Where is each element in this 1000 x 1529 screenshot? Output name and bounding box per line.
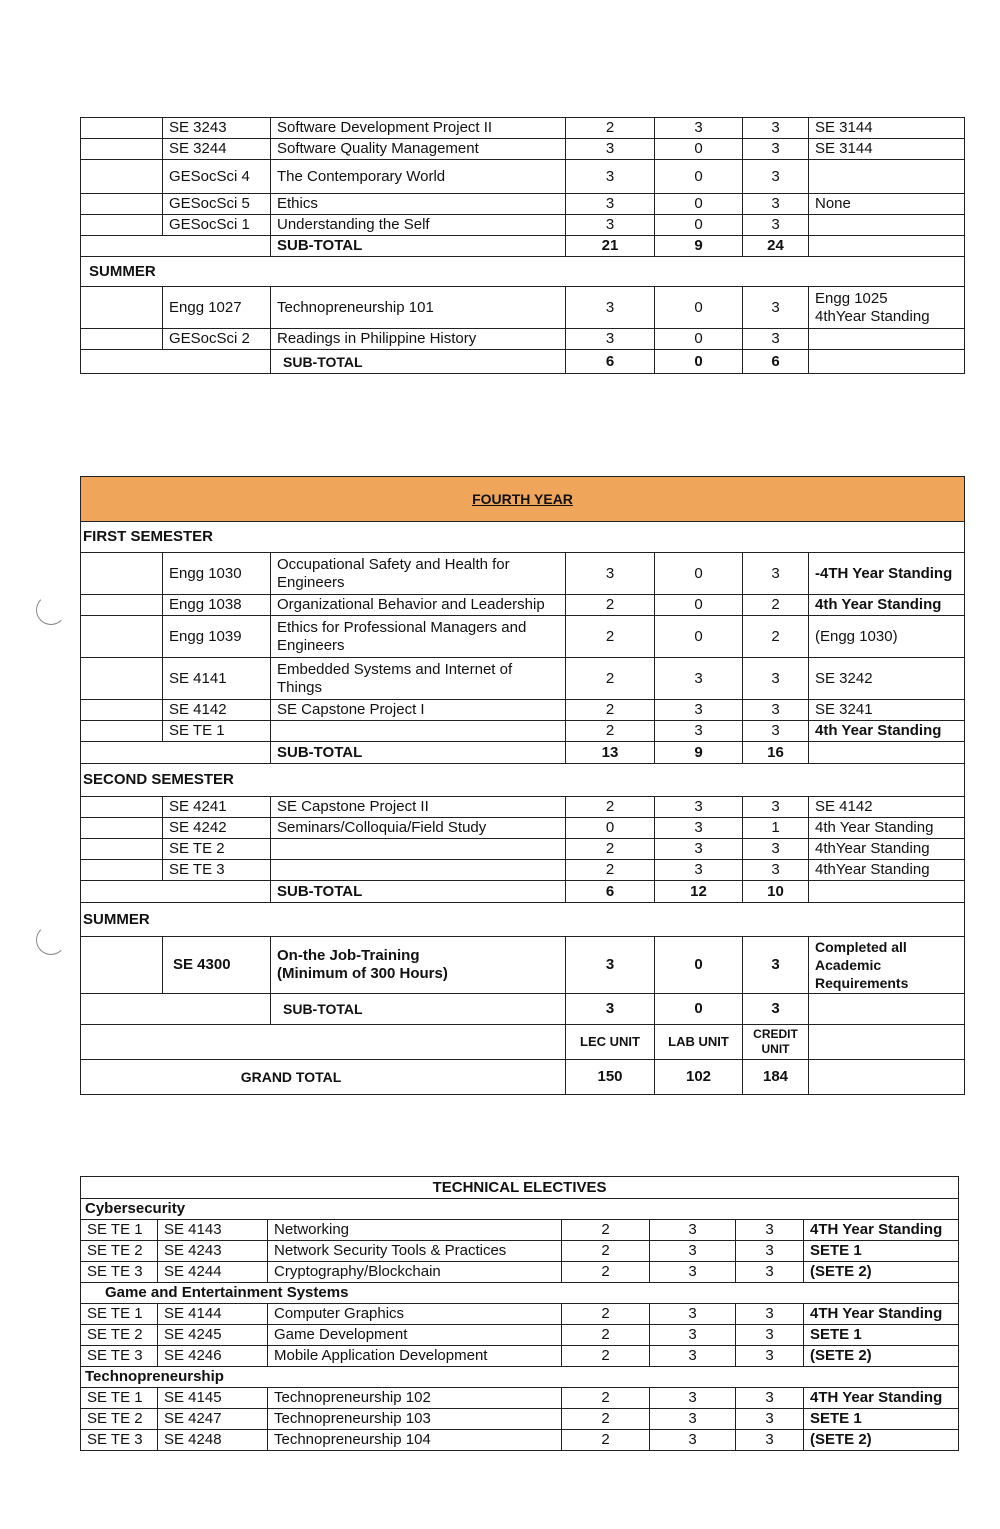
course-code: SE 4243 <box>158 1241 268 1262</box>
lec-unit: 3 <box>566 553 655 595</box>
table-row <box>81 553 965 595</box>
table-row <box>81 139 965 160</box>
lab-unit: 0 <box>655 329 743 350</box>
course-title <box>271 860 566 881</box>
table-row <box>81 721 965 742</box>
term-header-row <box>81 764 965 797</box>
course-title: Mobile Application Development <box>268 1346 562 1367</box>
lec-unit: 2 <box>562 1388 650 1409</box>
subtotal-row <box>81 350 965 374</box>
course-title: Technopreneurship 101 <box>271 287 566 329</box>
course-title: Embedded Systems and Internet of Things <box>271 658 566 700</box>
course-code: SE 4248 <box>158 1430 268 1451</box>
credit-unit: 3 <box>743 700 809 721</box>
table-row <box>81 329 965 350</box>
prerequisite: 4thYear Standing <box>809 839 965 860</box>
prerequisite-line: Completed all <box>815 939 907 955</box>
elective-group-name: Game and Entertainment Systems <box>81 1283 959 1304</box>
lab-unit: 3 <box>655 797 743 818</box>
course-code: SE 4145 <box>158 1388 268 1409</box>
course-title: Readings in Philippine History <box>271 329 566 350</box>
credit-unit: 3 <box>743 797 809 818</box>
lec-unit: 2 <box>566 118 655 139</box>
subtotal-credit: 16 <box>743 742 809 764</box>
elective-slot: SE TE 1 <box>81 1220 158 1241</box>
credit-unit-header <box>743 1025 809 1060</box>
course-code: Engg 1039 <box>163 616 271 658</box>
course-code: SE 4246 <box>158 1346 268 1367</box>
lec-unit: 3 <box>566 215 655 236</box>
credit-unit: 3 <box>736 1304 804 1325</box>
elective-slot: SE TE 3 <box>81 1346 158 1367</box>
electives-header: TECHNICAL ELECTIVES <box>81 1177 959 1199</box>
prerequisite: (SETE 2) <box>804 1430 959 1451</box>
subtotal-credit: 24 <box>743 236 809 257</box>
table-row <box>81 658 965 700</box>
lab-unit: 0 <box>655 553 743 595</box>
subtotal-row <box>81 236 965 257</box>
table-row <box>81 1430 959 1451</box>
subtotal-lab: 0 <box>655 350 743 374</box>
prerequisite-line: Engg 1025 <box>815 289 888 307</box>
first-semester-label: FIRST SEMESTER <box>81 522 965 553</box>
lab-unit: 3 <box>650 1325 736 1346</box>
subtotal-label: SUB-TOTAL <box>271 881 566 903</box>
credit-unit: 3 <box>743 937 809 994</box>
prerequisite <box>809 215 965 236</box>
credit-unit: 3 <box>736 1409 804 1430</box>
lec-unit: 2 <box>566 839 655 860</box>
lab-unit: 0 <box>655 215 743 236</box>
lec-unit: 2 <box>562 1430 650 1451</box>
course-code: SE 4245 <box>158 1325 268 1346</box>
prerequisite <box>809 160 965 194</box>
term-header-row <box>81 522 965 553</box>
table-row <box>81 700 965 721</box>
table-row <box>81 160 965 194</box>
table-row <box>81 1262 959 1283</box>
grand-total-row <box>81 1060 965 1095</box>
grand-total-credit: 184 <box>743 1060 809 1095</box>
elective-slot: SE TE 2 <box>81 1325 158 1346</box>
credit-header-line: UNIT <box>761 1042 790 1056</box>
table-row <box>81 287 965 329</box>
course-title: Ethics <box>271 194 566 215</box>
table-row <box>81 595 965 616</box>
lab-unit: 3 <box>655 839 743 860</box>
lab-unit: 3 <box>650 1241 736 1262</box>
course-title: Organizational Behavior and Leadership <box>271 595 566 616</box>
prerequisite <box>809 937 965 994</box>
lec-unit: 2 <box>566 658 655 700</box>
course-title: Understanding the Self <box>271 215 566 236</box>
table-row <box>81 1325 959 1346</box>
course-code: SE 4242 <box>163 818 271 839</box>
credit-unit: 3 <box>743 287 809 329</box>
credit-unit: 3 <box>743 721 809 742</box>
subtotal-row <box>81 881 965 903</box>
course-title: Software Quality Management <box>271 139 566 160</box>
table-row <box>81 1346 959 1367</box>
course-code: SE TE 3 <box>163 860 271 881</box>
subtotal-label: SUB-TOTAL <box>271 236 566 257</box>
prerequisite: 4th Year Standing <box>809 595 965 616</box>
table-row <box>81 616 965 658</box>
lec-unit: 0 <box>566 818 655 839</box>
lec-unit: 3 <box>566 160 655 194</box>
subtotal-row <box>81 742 965 764</box>
prerequisite: None <box>809 194 965 215</box>
subtotal-credit: 6 <box>743 350 809 374</box>
lab-unit-header: LAB UNIT <box>655 1025 743 1060</box>
credit-unit: 3 <box>736 1241 804 1262</box>
lab-unit: 3 <box>655 860 743 881</box>
credit-unit: 3 <box>736 1430 804 1451</box>
elective-slot: SE TE 2 <box>81 1241 158 1262</box>
grand-total-label: GRAND TOTAL <box>81 1060 566 1095</box>
credit-unit: 3 <box>736 1262 804 1283</box>
course-title: Cryptography/Blockchain <box>268 1262 562 1283</box>
course-title <box>271 839 566 860</box>
lab-unit: 0 <box>655 160 743 194</box>
lab-unit: 3 <box>650 1388 736 1409</box>
course-code: SE 3244 <box>163 139 271 160</box>
prerequisite-line: 4thYear Standing <box>815 307 930 325</box>
subtotal-credit: 3 <box>743 994 809 1025</box>
credit-unit: 1 <box>743 818 809 839</box>
binder-hole-mark <box>36 595 66 625</box>
lab-unit: 0 <box>655 937 743 994</box>
prerequisite: SE 3144 <box>809 139 965 160</box>
course-title: SE Capstone Project I <box>271 700 566 721</box>
table-row <box>81 818 965 839</box>
course-title: Computer Graphics <box>268 1304 562 1325</box>
prerequisite-line: Academic <box>815 957 882 973</box>
prerequisite: SETE 1 <box>804 1325 959 1346</box>
credit-unit: 3 <box>743 139 809 160</box>
lec-unit: 2 <box>562 1325 650 1346</box>
prerequisite: 4th Year Standing <box>809 721 965 742</box>
lec-unit: 2 <box>562 1220 650 1241</box>
course-code: SE 4241 <box>163 797 271 818</box>
year-header-row <box>81 477 965 522</box>
lec-unit: 3 <box>566 287 655 329</box>
prerequisite: 4thYear Standing <box>809 860 965 881</box>
credit-unit: 3 <box>743 329 809 350</box>
table-row <box>81 1388 959 1409</box>
lab-unit: 3 <box>650 1409 736 1430</box>
course-code: GESocSci 2 <box>163 329 271 350</box>
lec-unit: 2 <box>562 1346 650 1367</box>
grand-total-lab: 102 <box>655 1060 743 1095</box>
elective-slot: SE TE 3 <box>81 1262 158 1283</box>
lab-unit: 3 <box>655 118 743 139</box>
term-header-row <box>81 257 965 287</box>
table-row <box>81 860 965 881</box>
subtotal-lec: 21 <box>566 236 655 257</box>
table-row <box>81 937 965 994</box>
lab-unit: 3 <box>655 721 743 742</box>
electives-header-row <box>81 1177 959 1199</box>
lec-unit: 2 <box>566 797 655 818</box>
credit-unit: 3 <box>736 1346 804 1367</box>
credit-unit: 3 <box>736 1220 804 1241</box>
prerequisite: SE 3144 <box>809 118 965 139</box>
course-code: SE TE 2 <box>163 839 271 860</box>
course-code: GESocSci 5 <box>163 194 271 215</box>
lab-unit: 3 <box>655 700 743 721</box>
lec-unit: 2 <box>566 595 655 616</box>
lab-unit: 0 <box>655 194 743 215</box>
prerequisite-line: Requirements <box>815 975 909 991</box>
course-title: Network Security Tools & Practices <box>268 1241 562 1262</box>
course-title: Game Development <box>268 1325 562 1346</box>
subtotal-lab: 12 <box>655 881 743 903</box>
lec-unit: 2 <box>566 700 655 721</box>
third-year-second-semester-table <box>80 117 965 374</box>
lec-unit: 3 <box>566 194 655 215</box>
elective-group-name: Technopreneurship <box>81 1367 959 1388</box>
lec-unit: 3 <box>566 937 655 994</box>
course-title: Networking <box>268 1220 562 1241</box>
elective-group-row <box>81 1367 959 1388</box>
second-semester-label: SECOND SEMESTER <box>81 764 965 797</box>
course-code: SE 4247 <box>158 1409 268 1430</box>
course-title: The Contemporary World <box>271 160 566 194</box>
elective-slot: SE TE 2 <box>81 1409 158 1430</box>
course-title: Technopreneurship 103 <box>268 1409 562 1430</box>
course-code: Engg 1038 <box>163 595 271 616</box>
subtotal-lec: 6 <box>566 350 655 374</box>
lab-unit: 3 <box>650 1430 736 1451</box>
prerequisite <box>809 329 965 350</box>
course-code: SE 4141 <box>163 658 271 700</box>
course-code: SE 4244 <box>158 1262 268 1283</box>
course-title: Seminars/Colloquia/Field Study <box>271 818 566 839</box>
subtotal-label: SUB-TOTAL <box>271 994 566 1025</box>
elective-group-row <box>81 1283 959 1304</box>
credit-unit: 3 <box>743 553 809 595</box>
table-row <box>81 797 965 818</box>
course-title: Occupational Safety and Health for Engineers <box>271 553 566 595</box>
credit-header-line: CREDIT <box>753 1027 798 1041</box>
course-code: SE 4300 <box>163 937 271 994</box>
credit-unit: 3 <box>743 194 809 215</box>
table-row <box>81 215 965 236</box>
term-header-row <box>81 903 965 937</box>
lab-unit: 0 <box>655 595 743 616</box>
lec-unit: 2 <box>562 1262 650 1283</box>
subtotal-label: SUB-TOTAL <box>271 350 566 374</box>
lab-unit: 3 <box>655 818 743 839</box>
credit-unit: 2 <box>743 595 809 616</box>
elective-slot: SE TE 3 <box>81 1430 158 1451</box>
lab-unit: 3 <box>650 1304 736 1325</box>
grand-total-lec: 150 <box>566 1060 655 1095</box>
course-code: SE 4144 <box>158 1304 268 1325</box>
lec-unit-header: LEC UNIT <box>566 1025 655 1060</box>
prerequisite: SETE 1 <box>804 1409 959 1430</box>
elective-group-row <box>81 1199 959 1220</box>
course-title: Software Development Project II <box>271 118 566 139</box>
course-code: SE 4143 <box>158 1220 268 1241</box>
credit-unit: 3 <box>736 1388 804 1409</box>
course-title: Technopreneurship 104 <box>268 1430 562 1451</box>
credit-unit: 3 <box>736 1325 804 1346</box>
course-title-line: (Minimum of 300 Hours) <box>277 965 448 982</box>
lec-unit: 3 <box>566 139 655 160</box>
credit-unit: 3 <box>743 839 809 860</box>
credit-unit: 3 <box>743 215 809 236</box>
course-code: GESocSci 4 <box>163 160 271 194</box>
prerequisite: -4TH Year Standing <box>809 553 965 595</box>
prerequisite: 4TH Year Standing <box>804 1388 959 1409</box>
course-title <box>271 937 566 994</box>
unit-header-row <box>81 1025 965 1060</box>
subtotal-lec: 3 <box>566 994 655 1025</box>
prerequisite: (Engg 1030) <box>809 616 965 658</box>
course-code: GESocSci 1 <box>163 215 271 236</box>
credit-unit: 3 <box>743 160 809 194</box>
year-header: FOURTH YEAR <box>81 477 965 522</box>
prerequisite: SE 3241 <box>809 700 965 721</box>
course-title: Technopreneurship 102 <box>268 1388 562 1409</box>
prerequisite: SE 4142 <box>809 797 965 818</box>
subtotal-credit: 10 <box>743 881 809 903</box>
elective-slot: SE TE 1 <box>81 1304 158 1325</box>
prerequisite: 4TH Year Standing <box>804 1304 959 1325</box>
lab-unit: 3 <box>650 1220 736 1241</box>
course-code: SE 3243 <box>163 118 271 139</box>
lec-unit: 2 <box>566 616 655 658</box>
prerequisite: 4TH Year Standing <box>804 1220 959 1241</box>
course-title-line: On-the Job-Training <box>277 947 420 964</box>
lec-unit: 2 <box>562 1304 650 1325</box>
binder-hole-mark <box>36 925 66 955</box>
lab-unit: 3 <box>650 1262 736 1283</box>
table-row <box>81 118 965 139</box>
lec-unit: 3 <box>566 329 655 350</box>
lec-unit: 2 <box>566 721 655 742</box>
elective-slot: SE TE 1 <box>81 1388 158 1409</box>
course-title: SE Capstone Project II <box>271 797 566 818</box>
subtotal-lec: 6 <box>566 881 655 903</box>
technical-electives-table <box>80 1176 959 1451</box>
credit-unit: 2 <box>743 616 809 658</box>
table-row <box>81 1220 959 1241</box>
table-row <box>81 1241 959 1262</box>
table-row <box>81 1409 959 1430</box>
credit-unit: 3 <box>743 860 809 881</box>
summer-label: SUMMER <box>81 903 965 937</box>
lab-unit: 0 <box>655 616 743 658</box>
table-row <box>81 194 965 215</box>
lec-unit: 2 <box>562 1409 650 1430</box>
prerequisite: 4th Year Standing <box>809 818 965 839</box>
prerequisite: SE 3242 <box>809 658 965 700</box>
lec-unit: 2 <box>562 1241 650 1262</box>
prerequisite <box>809 287 965 329</box>
course-code: Engg 1027 <box>163 287 271 329</box>
subtotal-label: SUB-TOTAL <box>271 742 566 764</box>
prerequisite: SETE 1 <box>804 1241 959 1262</box>
subtotal-lab: 9 <box>655 236 743 257</box>
credit-unit: 3 <box>743 658 809 700</box>
table-row <box>81 1304 959 1325</box>
subtotal-lab: 0 <box>655 994 743 1025</box>
prerequisite: (SETE 2) <box>804 1262 959 1283</box>
course-title <box>271 721 566 742</box>
subtotal-lec: 13 <box>566 742 655 764</box>
elective-group-name: Cybersecurity <box>81 1199 959 1220</box>
lab-unit: 3 <box>655 658 743 700</box>
prerequisite: (SETE 2) <box>804 1346 959 1367</box>
table-row <box>81 839 965 860</box>
lab-unit: 0 <box>655 139 743 160</box>
course-code: SE TE 1 <box>163 721 271 742</box>
course-code: SE 4142 <box>163 700 271 721</box>
lec-unit: 2 <box>566 860 655 881</box>
course-code: Engg 1030 <box>163 553 271 595</box>
fourth-year-table <box>80 476 965 1095</box>
subtotal-row <box>81 994 965 1025</box>
course-title: Ethics for Professional Managers and Engineers <box>271 616 566 658</box>
subtotal-lab: 9 <box>655 742 743 764</box>
summer-label: SUMMER <box>81 257 965 287</box>
lab-unit: 0 <box>655 287 743 329</box>
credit-unit: 3 <box>743 118 809 139</box>
lab-unit: 3 <box>650 1346 736 1367</box>
